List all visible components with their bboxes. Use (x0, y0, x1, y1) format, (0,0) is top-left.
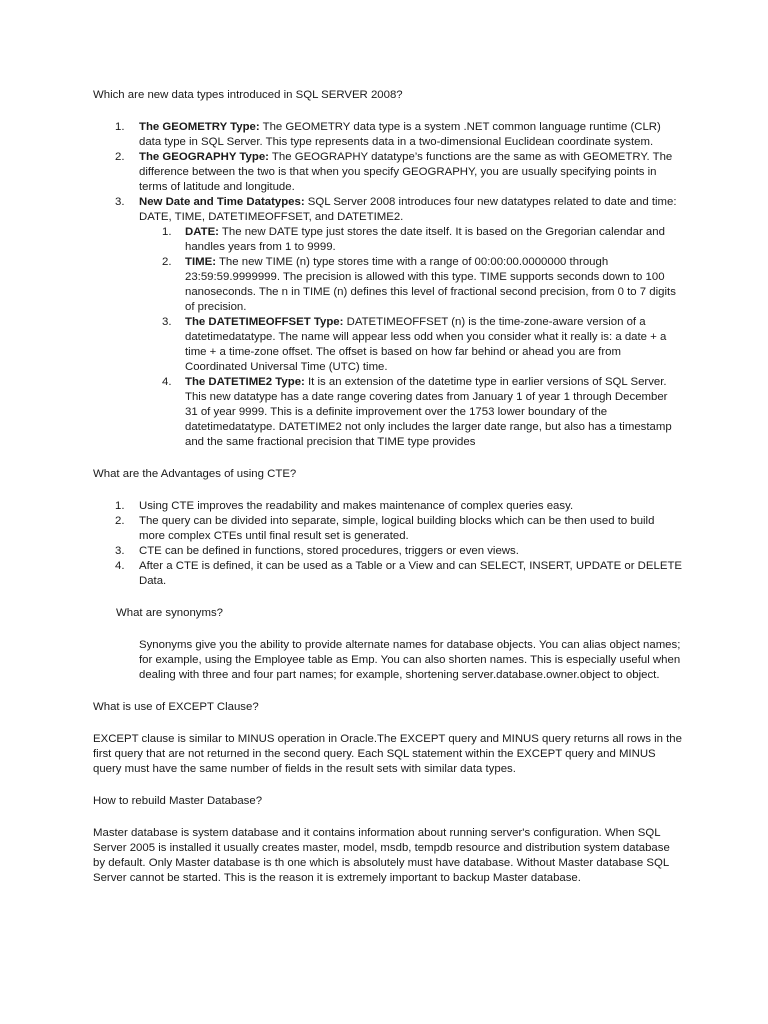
sublist-item: 2. TIME: The new TIME (n) type stores time with a range of 00:00:00.0000000 through 23:59:59.9999999. The precision is allowed with this type. TIME supports seconds down to 100 nanoseconds. The n in TIME (n) defines this level of fractional second precision, from 0 to 7 digits of precision. (162, 256, 676, 313)
item-text: It is an extension of the datetime type in earlier versions of SQL Server. This new datatype has a date range covering dates from January 1 of year 1 through December 31 of year 9999. This is a definite improvement over the 1753 lower boundary of the datetimedatatype. DATETIME2 not only includes the larger date range, but also has a timestamp and the same fractional precision that TIME type provides (185, 376, 672, 448)
item-title: DATE: (185, 226, 219, 238)
item-text: The new TIME (n) type stores time with a range of 00:00:00.0000000 through 23:59:59.9999999. The precision is allowed with this type. TIME supports seconds down to 100 nanoseconds. The n in TIME (n) defines this level of fractional second precision, from 0 to 7 digits of precision. (185, 256, 676, 313)
list-item: 2. The GEOGRAPHY Type: The GEOGRAPHY datatype’s functions are the same as with GEOMETRY. The difference between the two is that when you specify GEOGRAPHY, you are usually specifying points in terms of latitude and longitude. (115, 151, 673, 193)
item-text: CTE can be defined in functions, stored procedures, triggers or even views. (139, 545, 519, 557)
item-text: The GEOGRAPHY datatype’s functions are the same as with GEOMETRY. The difference between the two is that when you specify GEOGRAPHY, you are usually specifying points in terms of latitude and longitude. (139, 151, 673, 193)
list-item: 3. CTE can be defined in functions, stored procedures, triggers or even views. (115, 545, 519, 557)
item-text: The new DATE type just stores the date itself. It is based on the Gregorian calendar and handles years from 1 to 9999. (185, 226, 665, 253)
item-text: After a CTE is defined, it can be used as a Table or a View and can SELECT, INSERT, UPDATE or DELETE Data. (139, 560, 682, 587)
answer-except-clause: EXCEPT clause is similar to MINUS operation in Oracle.The EXCEPT query and MINUS query returns all rows in the first query that are not returned in the second query. Each SQL statement within the EXCEPT query and MINUS query must have the same number of fields in the result sets with similar data types. (93, 733, 682, 775)
list-item: 1. Using CTE improves the readability and makes maintenance of complex queries easy. (115, 500, 574, 512)
item-text: DATETIMEOFFSET (n) is the time-zone-aware version of a datetimedatatype. The name will appear less odd when you consider what it really is: a date + a time + a time-zone offset. The offset is based on how far behind or ahead you are from Coordinated Universal Time (UTC) time. (185, 316, 667, 373)
item-title: New Date and Time Datatypes: (139, 196, 305, 208)
data-types-list (93, 120, 683, 450)
list-item: 3. New Date and Time Datatypes: SQL Server 2008 introduces four new datatypes related to date and time: DATE, TIME, DATETIMEOFFSET, and DATETIME2. 1. DATE: The new DATE type just stores the date itself. It is based on the Gregorian calendar and handles years from 1 to 9999. 2. TIME: The new TIME (n) type stores time with a range of 00:00:00.0000000 through 23:59:59.9999999. The precision is allowed with this type. TIME supports seconds down to 100 nanoseconds. The n in TIME (n) defines this level of fractional second precision, from 0 to 7 digits of precision. 3. The DATETIMEOFFSET Type: DATETIMEOFFSET (n) is the time-zone-aware version of a datetimedatatype. The name will appear less odd when you consider what it really is: a date + a time + a time-zone offset. The offset is based on how far behind or ahead you are from Coordinated Universal Time (UTC) time. 4. The DATETIME2 Type: It is an extension of the datetime type in earlier versions of SQL Server. This new datatype has a date range covering dates from January 1 of year 1 through December 31 of year 9999. This is a definite improvement over the 1753 lower boundary of the datetimedatatype. DATETIME2 not only includes the larger date range, but also has a timestamp and the same fractional precision that TIME type provides (93, 195, 683, 450)
answer-synonyms: Synonyms give you the ability to provide alternate names for database objects. You can alias object names; for example, using the Employee table as Emp. You can also shorten names. This is especially useful when dealing with three and four part names; for example, shortening server.database.owner.object to object. (139, 639, 681, 681)
date-time-types-sublist (139, 225, 683, 450)
list-item: 1. The GEOMETRY Type: The GEOMETRY data type is a system .NET common language runtime (CLR) data type in SQL Server. This type represents data in a two-dimensional Euclidean coordinate system. (115, 121, 661, 148)
sublist-item: 4. The DATETIME2 Type: It is an extension of the datetime type in earlier versions of SQL Server. This new datatype has a date range covering dates from January 1 of year 1 through December 31 of year 9999. This is a definite improvement over the 1753 lower boundary of the datetimedatatype. DATETIME2 not only includes the larger date range, but also has a timestamp and the same fractional precision that TIME type provides (162, 376, 672, 448)
list-item: 4. After a CTE is defined, it can be used as a Table or a View and can SELECT, INSERT, UPDATE or DELETE Data. (115, 560, 682, 587)
item-title: TIME: (185, 256, 217, 268)
item-title: The DATETIME2 Type: (185, 376, 305, 388)
item-text: SQL Server 2008 introduces four new datatypes related to date and time: DATE, TIME, DATETIMEOFFSET, and DATETIME2. (139, 196, 677, 223)
question-synonyms: What are synonyms? (116, 607, 223, 619)
answer-rebuild-master: Master database is system database and it contains information about running server's configuration. When SQL Server 2005 is installed it usually creates master, model, msdb, tempdb resource and distribution system database by default. Only Master database is th one which is absolutely must have database. Without Master database SQL Server cannot be started. This is the reason it is extremely important to backup Master database. (93, 827, 670, 884)
document-body (93, 88, 683, 886)
item-text: Using CTE improves the readability and makes maintenance of complex queries easy. (139, 500, 574, 512)
item-text: The query can be divided into separate, simple, logical building blocks which can be then used to build more complex CTEs until final result set is generated. (139, 515, 655, 542)
cte-advantages-list (93, 499, 683, 589)
item-title: The GEOMETRY Type: (139, 121, 260, 133)
question-cte-advantages: What are the Advantages of using CTE? (93, 468, 297, 480)
question-except-clause: What is use of EXCEPT Clause? (93, 701, 259, 713)
item-title: The DATETIMEOFFSET Type: (185, 316, 344, 328)
question-rebuild-master: How to rebuild Master Database? (93, 795, 263, 807)
sublist-item: 3. The DATETIMEOFFSET Type: DATETIMEOFFSET (n) is the time-zone-aware version of a datetimedatatype. The name will appear less odd when you consider what it really is: a date + a time + a time-zone offset. The offset is based on how far behind or ahead you are from Coordinated Universal Time (UTC) time. (162, 316, 667, 373)
list-item: 2. The query can be divided into separate, simple, logical building blocks which can be then used to build more complex CTEs until final result set is generated. (115, 515, 655, 542)
question-new-data-types: Which are new data types introduced in SQL SERVER 2008? (93, 89, 403, 101)
item-title: The GEOGRAPHY Type: (139, 151, 269, 163)
sublist-item: 1. DATE: The new DATE type just stores the date itself. It is based on the Gregorian calendar and handles years from 1 to 9999. (162, 226, 665, 253)
item-text: The GEOMETRY data type is a system .NET common language runtime (CLR) data type in SQL Server. This type represents data in a two-dimensional Euclidean coordinate system. (139, 121, 661, 148)
